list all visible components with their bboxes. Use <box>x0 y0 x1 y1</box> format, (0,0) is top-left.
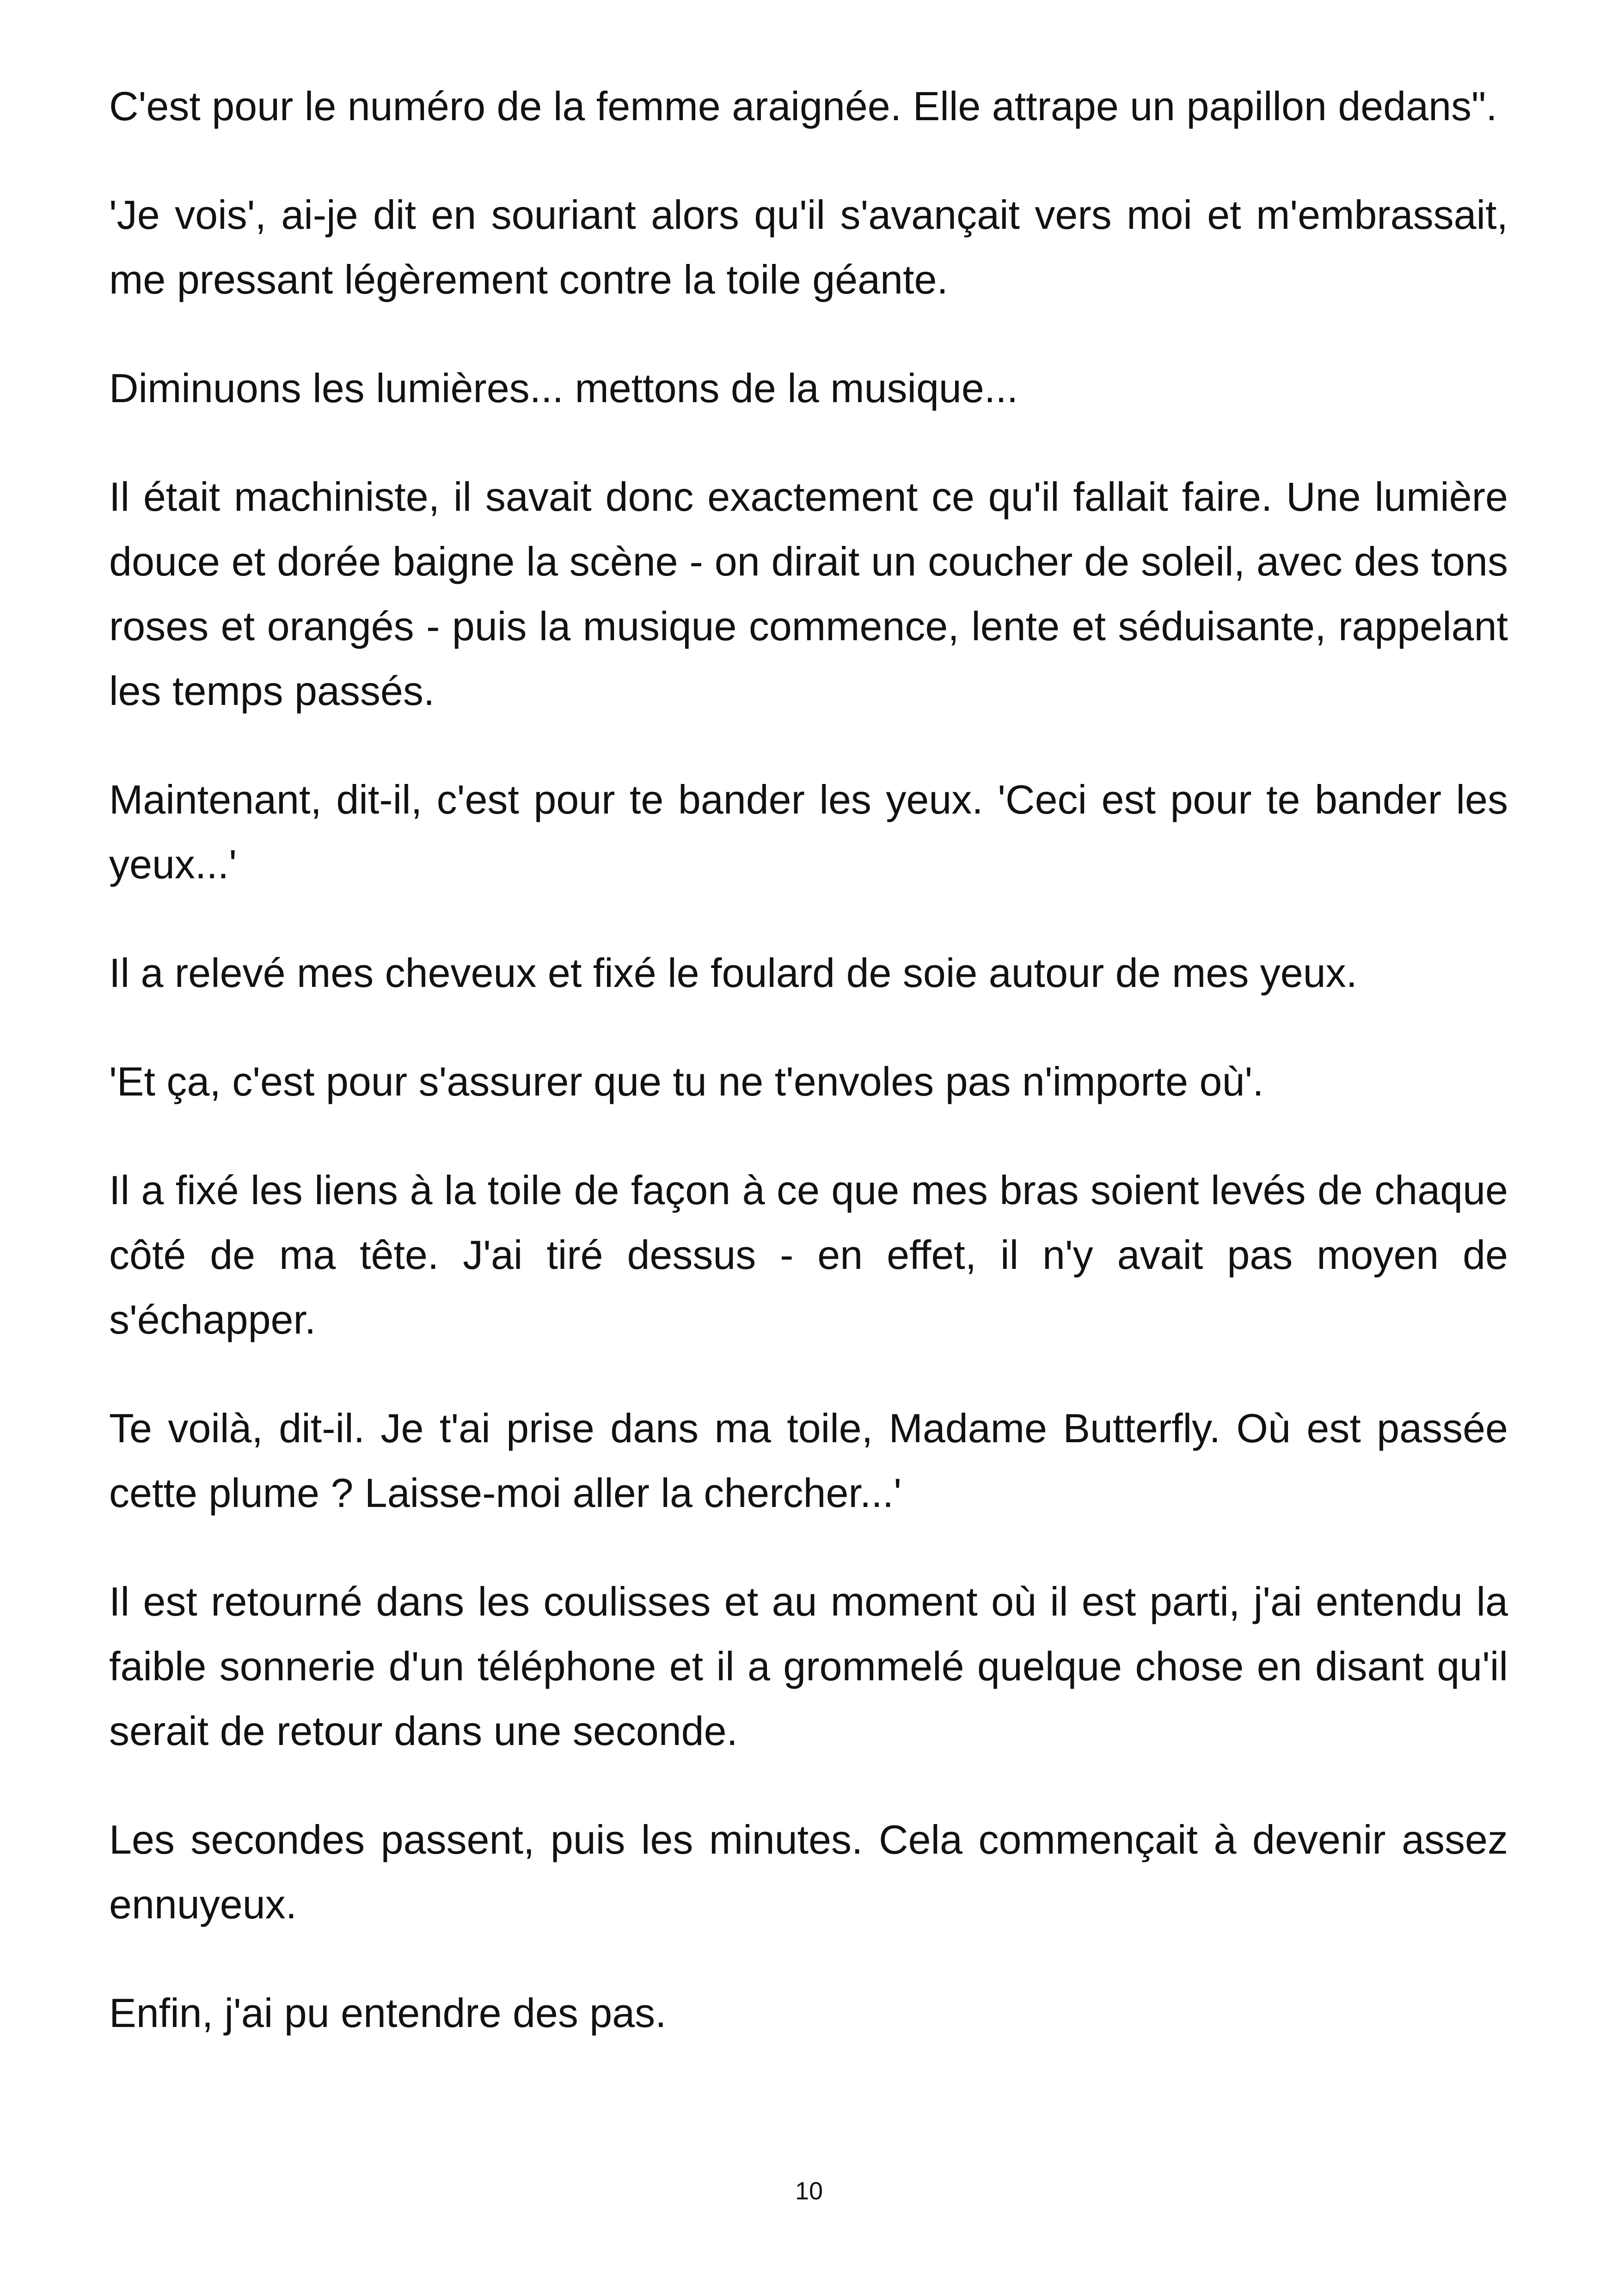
paragraph: Les secondes passent, puis les minutes. Cela commençait à devenir assez ennuyeux. <box>109 1817 1508 1927</box>
paragraph: Diminuons les lumières... mettons de la musique... <box>109 365 1018 411</box>
page-number: 10 <box>795 2177 823 2205</box>
paragraph: Il a fixé les liens à la toile de façon à ce que mes bras soient levés de chaque côté de ma tête. J'ai tiré dessus - en effet, il n'y avait pas moyen de s'échapper. <box>109 1167 1508 1342</box>
paragraph: Il est retourné dans les coulisses et au moment où il est parti, j'ai entendu la faible sonnerie d'un téléphone et il a grommelé quelque chose en disant qu'il serait de retour dans une seconde. <box>109 1579 1508 1754</box>
paragraph: Te voilà, dit-il. Je t'ai prise dans ma toile, Madame Butterfly. Où est passée cette plume ? Laisse-moi aller la chercher...' <box>109 1405 1508 1516</box>
paragraph: Il était machiniste, il savait donc exactement ce qu'il fallait faire. Une lumière douce et dorée baigne la scène - on dirait un coucher de soleil, avec des tons roses et orangés - puis la musique commence, lente et séduisante, rappelant les temps passés. <box>109 474 1508 714</box>
paragraph: Maintenant, dit-il, c'est pour te bander les yeux. 'Ceci est pour te bander les yeux...' <box>109 777 1508 887</box>
paragraph: 'Et ça, c'est pour s'assurer que tu ne t'envoles pas n'importe où'. <box>109 1059 1264 1104</box>
paragraph: Il a relevé mes cheveux et fixé le foulard de soie autour de mes yeux. <box>109 950 1358 996</box>
page-body <box>109 74 1508 2089</box>
paragraph: Enfin, j'ai pu entendre des pas. <box>109 1990 667 2036</box>
paragraph: 'Je vois', ai-je dit en souriant alors qu'il s'avançait vers moi et m'embrassait, me pressant légèrement contre la toile géante. <box>109 192 1508 302</box>
paragraph: C'est pour le numéro de la femme araignée. Elle attrape un papillon dedans". <box>109 83 1497 129</box>
